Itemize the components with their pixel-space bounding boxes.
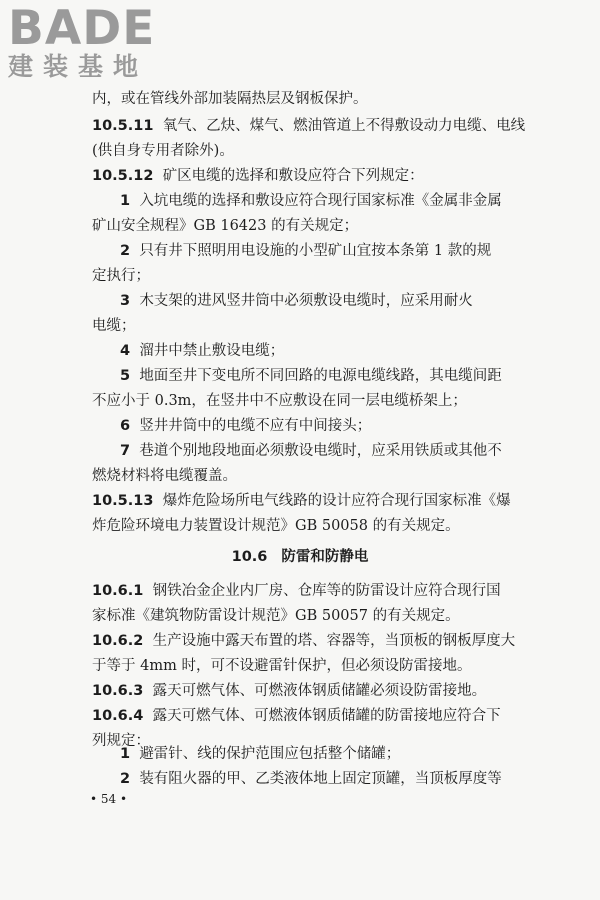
text-line: 定执行； xyxy=(92,268,150,284)
list-item-3: 3 木支架的进风竖井筒中必须敷设电缆时，应采用耐火 xyxy=(120,293,473,309)
list-item-4: 4 溜井中禁止敷设电缆； xyxy=(120,343,285,359)
clause-number: 10.5.12 xyxy=(92,168,154,184)
list-item-2: 2 装有阻火器的甲、乙类液体地上固定顶罐，当顶板厚度等 xyxy=(120,771,502,787)
clause-number: 10.6.3 xyxy=(92,683,144,699)
text-line: 于等于 4mm 时，可不设避雷针保护，但必须设防雷接地。 xyxy=(92,658,472,674)
clause-10-5-11 xyxy=(92,117,525,135)
clause-10-5-13 xyxy=(92,492,511,510)
text-line: 列规定： xyxy=(92,733,150,749)
list-item-5: 5 地面至井下变电所不同回路的电源电缆线路，其电缆间距 xyxy=(120,368,502,384)
clause-10-6-2 xyxy=(92,632,515,650)
clause-10-5-12 xyxy=(92,167,424,185)
logo-subtext: 建装基地 xyxy=(8,52,149,81)
clause-text: 钢铁冶金企业内厂房、仓库等的防雷设计应符合现行国 xyxy=(152,583,501,599)
section-heading xyxy=(0,548,600,566)
text-line: 电缆； xyxy=(92,318,136,334)
page-number: • 54 • xyxy=(90,792,128,806)
text-line: 不应小于 0.3m，在竖井中不应敷设在同一层电缆桥架上； xyxy=(92,393,467,409)
clause-number: 10.6.4 xyxy=(92,708,144,724)
clause-10-6-1 xyxy=(92,582,501,600)
list-item-7: 7 巷道个别地段地面必须敷设电缆时，应采用铁质或其他不 xyxy=(120,443,502,459)
clause-text: 露天可燃气体、可燃液体钢质储罐必须设防雷接地。 xyxy=(152,683,487,699)
clause-text: 露天可燃气体、可燃液体钢质储罐的防雷接地应符合下 xyxy=(152,708,501,724)
section-title: 防雷和防静电 xyxy=(281,548,369,565)
clause-text: 氧气、乙炔、煤气、燃油管道上不得敷设动力电缆、电线 xyxy=(162,118,526,134)
text-line: 家标准《建筑物防雷设计规范》GB 50057 的有关规定。 xyxy=(92,608,460,624)
list-item-6: 6 竖井井筒中的电缆不应有中间接头； xyxy=(120,418,372,434)
list-item-2: 2 只有井下照明用电设施的小型矿山宜按本条第 1 款的规 xyxy=(120,243,492,259)
text-line: 燃烧材料将电缆覆盖。 xyxy=(92,468,237,484)
clause-number: 10.6.2 xyxy=(92,633,144,649)
clause-text: 矿区电缆的选择和敷设应符合下列规定： xyxy=(162,168,424,184)
text-line: 内，或在管线外部加装隔热层及钢板保护。 xyxy=(92,91,368,107)
logo-text: BADE xyxy=(8,1,156,56)
clause-text: 爆炸危险场所电气线路的设计应符合现行国家标准《爆 xyxy=(162,493,511,509)
clause-10-6-4 xyxy=(92,707,501,725)
list-item-1: 1 入坑电缆的选择和敷设应符合现行国家标准《金属非金属 xyxy=(120,193,502,209)
text-line: 矿山安全规程》GB 16423 的有关规定； xyxy=(92,218,359,234)
clause-number: 10.6.1 xyxy=(92,583,144,599)
text-line: 炸危险环境电力装置设计规范》GB 50058 的有关规定。 xyxy=(92,518,460,534)
clause-10-6-3 xyxy=(92,682,486,700)
list-item-1: 1 避雷针、线的保护范围应包括整个储罐； xyxy=(120,746,401,762)
clause-number: 10.5.11 xyxy=(92,118,154,134)
clause-text: 生产设施中露天布置的塔、容器等，当顶板的钢板厚度大 xyxy=(152,633,516,649)
section-number: 10.6 xyxy=(231,549,268,565)
text-line: (供自身专用者除外)。 xyxy=(92,143,234,159)
clause-number: 10.5.13 xyxy=(92,493,154,509)
